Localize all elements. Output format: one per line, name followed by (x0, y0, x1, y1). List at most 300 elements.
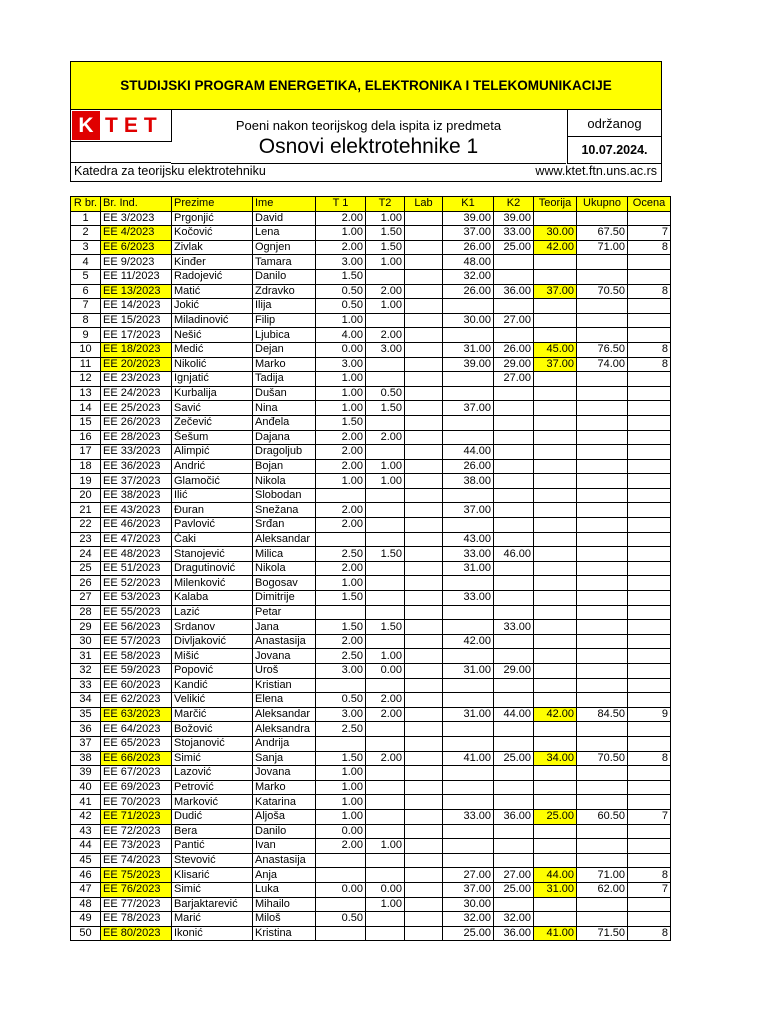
cell-first-name: Mihailo (253, 897, 316, 912)
cell-t1: 3.00 (316, 664, 366, 679)
cell-k1 (443, 649, 494, 664)
cell-last-name: Ilić (172, 488, 253, 503)
cell-last-name: Kurbalija (172, 386, 253, 401)
cell-theory (534, 299, 577, 314)
cell-first-name: Aljoša (253, 809, 316, 824)
cell-row-number: 38 (71, 751, 101, 766)
cell-k2 (494, 488, 534, 503)
cell-grade (628, 561, 671, 576)
cell-first-name: Dimitrije (253, 591, 316, 606)
cell-theory (534, 591, 577, 606)
cell-first-name: Tadija (253, 372, 316, 387)
cell-lab (405, 430, 443, 445)
cell-last-name: Čaki (172, 532, 253, 547)
table-row (71, 357, 671, 372)
cell-last-name: Stojanović (172, 736, 253, 751)
table-row (71, 342, 671, 357)
cell-total (577, 328, 628, 343)
cell-k1: 38.00 (443, 474, 494, 489)
cell-theory: 30.00 (534, 226, 577, 241)
table-row (71, 751, 671, 766)
cell-t1: 1.50 (316, 415, 366, 430)
cell-k2 (494, 576, 534, 591)
cell-t2: 1.00 (366, 897, 405, 912)
cell-total (577, 722, 628, 737)
table-row (71, 561, 671, 576)
cell-theory (534, 313, 577, 328)
cell-lab (405, 678, 443, 693)
cell-first-name: Ivan (253, 839, 316, 854)
cell-t2 (366, 518, 405, 533)
cell-row-number: 27 (71, 591, 101, 606)
cell-total (577, 839, 628, 854)
cell-t1: 0.50 (316, 693, 366, 708)
cell-last-name: Nešić (172, 328, 253, 343)
cell-total (577, 853, 628, 868)
cell-index-number: EE 62/2023 (101, 693, 172, 708)
table-row (71, 926, 671, 941)
table-row (71, 868, 671, 883)
cell-k1: 33.00 (443, 591, 494, 606)
cell-k1: 48.00 (443, 255, 494, 270)
cell-k2 (494, 678, 534, 693)
cell-k1 (443, 430, 494, 445)
cell-row-number: 24 (71, 547, 101, 562)
cell-k1: 31.00 (443, 664, 494, 679)
cell-index-number: EE 58/2023 (101, 649, 172, 664)
column-header-t1: T 1 (316, 197, 366, 212)
cell-index-number: EE 52/2023 (101, 576, 172, 591)
cell-k2 (494, 693, 534, 708)
cell-total (577, 766, 628, 781)
cell-t2: 1.00 (366, 255, 405, 270)
cell-index-number: EE 63/2023 (101, 707, 172, 722)
cell-total (577, 488, 628, 503)
cell-t1: 1.00 (316, 386, 366, 401)
table-row (71, 693, 671, 708)
cell-lab (405, 547, 443, 562)
cell-t2: 1.50 (366, 547, 405, 562)
cell-t2 (366, 912, 405, 927)
cell-last-name: Jokić (172, 299, 253, 314)
cell-lab (405, 211, 443, 226)
table-row (71, 211, 671, 226)
cell-row-number: 11 (71, 357, 101, 372)
cell-theory (534, 839, 577, 854)
cell-index-number: EE 28/2023 (101, 430, 172, 445)
cell-row-number: 45 (71, 853, 101, 868)
cell-t1 (316, 605, 366, 620)
cell-k2 (494, 853, 534, 868)
cell-lab (405, 372, 443, 387)
cell-grade (628, 853, 671, 868)
column-header-last-name: Prezime (172, 197, 253, 212)
cell-index-number: EE 23/2023 (101, 372, 172, 387)
cell-k2 (494, 299, 534, 314)
table-row (71, 591, 671, 606)
cell-theory (534, 488, 577, 503)
cell-row-number: 8 (71, 313, 101, 328)
cell-grade (628, 591, 671, 606)
cell-first-name: Srđan (253, 518, 316, 533)
cell-index-number: EE 47/2023 (101, 532, 172, 547)
cell-t2: 0.50 (366, 386, 405, 401)
cell-k2 (494, 824, 534, 839)
department-website: www.ktet.ftn.uns.ac.rs (535, 164, 657, 178)
cell-total: 71.00 (577, 240, 628, 255)
cell-t1: 2.00 (316, 561, 366, 576)
cell-k1 (443, 780, 494, 795)
table-row (71, 255, 671, 270)
cell-row-number: 16 (71, 430, 101, 445)
cell-k1 (443, 605, 494, 620)
cell-last-name: Nikolić (172, 357, 253, 372)
cell-k1: 27.00 (443, 868, 494, 883)
cell-k1: 31.00 (443, 342, 494, 357)
cell-t2 (366, 269, 405, 284)
cell-total (577, 415, 628, 430)
cell-theory (534, 693, 577, 708)
cell-grade (628, 766, 671, 781)
cell-t2 (366, 445, 405, 460)
column-header-index-number: Br. Ind. (101, 197, 172, 212)
cell-index-number: EE 51/2023 (101, 561, 172, 576)
cell-t2 (366, 313, 405, 328)
cell-index-number: EE 11/2023 (101, 269, 172, 284)
table-row (71, 897, 671, 912)
cell-t2 (366, 824, 405, 839)
cell-theory (534, 561, 577, 576)
cell-lab (405, 795, 443, 810)
cell-t1: 2.50 (316, 722, 366, 737)
cell-row-number: 28 (71, 605, 101, 620)
cell-theory (534, 664, 577, 679)
cell-lab (405, 853, 443, 868)
cell-lab (405, 328, 443, 343)
cell-lab (405, 459, 443, 474)
cell-lab (405, 751, 443, 766)
table-row (71, 445, 671, 460)
cell-theory (534, 634, 577, 649)
cell-k1: 31.00 (443, 561, 494, 576)
cell-row-number: 23 (71, 532, 101, 547)
cell-index-number: EE 13/2023 (101, 284, 172, 299)
cell-theory (534, 853, 577, 868)
column-header-k1: K1 (443, 197, 494, 212)
table-row (71, 620, 671, 635)
cell-k1: 39.00 (443, 357, 494, 372)
table-row (71, 824, 671, 839)
cell-lab (405, 386, 443, 401)
cell-last-name: Kalaba (172, 591, 253, 606)
cell-grade (628, 634, 671, 649)
cell-theory (534, 605, 577, 620)
cell-grade: 7 (628, 809, 671, 824)
cell-grade (628, 488, 671, 503)
cell-t2 (366, 503, 405, 518)
cell-first-name: Anastasija (253, 634, 316, 649)
cell-grade (628, 401, 671, 416)
cell-index-number: EE 66/2023 (101, 751, 172, 766)
cell-total (577, 474, 628, 489)
cell-theory (534, 518, 577, 533)
cell-t2 (366, 372, 405, 387)
table-row (71, 488, 671, 503)
cell-lab (405, 839, 443, 854)
table-row (71, 313, 671, 328)
cell-first-name: Jana (253, 620, 316, 635)
cell-k1 (443, 736, 494, 751)
cell-theory (534, 766, 577, 781)
cell-t1: 1.50 (316, 591, 366, 606)
cell-t1: 2.00 (316, 634, 366, 649)
table-row (71, 766, 671, 781)
cell-row-number: 3 (71, 240, 101, 255)
cell-k1: 25.00 (443, 926, 494, 941)
table-row (71, 912, 671, 927)
cell-row-number: 26 (71, 576, 101, 591)
cell-t1: 1.00 (316, 372, 366, 387)
cell-row-number: 6 (71, 284, 101, 299)
cell-first-name: Petar (253, 605, 316, 620)
cell-theory (534, 459, 577, 474)
cell-t1: 1.00 (316, 795, 366, 810)
cell-last-name: Divljaković (172, 634, 253, 649)
cell-first-name: Snežana (253, 503, 316, 518)
cell-grade (628, 736, 671, 751)
cell-first-name: Zdravko (253, 284, 316, 299)
cell-total (577, 211, 628, 226)
cell-theory: 37.00 (534, 357, 577, 372)
table-row (71, 459, 671, 474)
cell-theory: 34.00 (534, 751, 577, 766)
cell-total: 62.00 (577, 882, 628, 897)
cell-theory (534, 736, 577, 751)
cell-k1 (443, 328, 494, 343)
cell-k2 (494, 795, 534, 810)
cell-k1: 42.00 (443, 634, 494, 649)
cell-row-number: 22 (71, 518, 101, 533)
cell-total (577, 620, 628, 635)
cell-grade: 8 (628, 342, 671, 357)
cell-total (577, 678, 628, 693)
cell-index-number: EE 9/2023 (101, 255, 172, 270)
cell-t1: 2.00 (316, 240, 366, 255)
table-row (71, 736, 671, 751)
table-row (71, 634, 671, 649)
cell-theory (534, 824, 577, 839)
logo-text: TET (105, 113, 163, 137)
cell-index-number: EE 80/2023 (101, 926, 172, 941)
column-header-row-number: R br. (71, 197, 101, 212)
cell-grade (628, 678, 671, 693)
cell-last-name: Lazić (172, 605, 253, 620)
cell-grade (628, 328, 671, 343)
cell-last-name: Savić (172, 401, 253, 416)
cell-grade (628, 445, 671, 460)
cell-last-name: Marić (172, 912, 253, 927)
cell-t1: 2.00 (316, 430, 366, 445)
cell-last-name: Božović (172, 722, 253, 737)
cell-total (577, 649, 628, 664)
cell-first-name: Milica (253, 547, 316, 562)
cell-last-name: Milenković (172, 576, 253, 591)
cell-first-name: Jovana (253, 649, 316, 664)
cell-index-number: EE 36/2023 (101, 459, 172, 474)
cell-lab (405, 926, 443, 941)
cell-row-number: 33 (71, 678, 101, 693)
cell-last-name: Popović (172, 664, 253, 679)
cell-first-name: Luka (253, 882, 316, 897)
cell-grade (628, 255, 671, 270)
cell-total (577, 795, 628, 810)
cell-first-name: Kristina (253, 926, 316, 941)
cell-theory (534, 474, 577, 489)
cell-lab (405, 240, 443, 255)
cell-theory (534, 328, 577, 343)
cell-lab (405, 912, 443, 927)
cell-k1 (443, 518, 494, 533)
cell-lab (405, 620, 443, 635)
cell-lab (405, 634, 443, 649)
cell-total: 74.00 (577, 357, 628, 372)
cell-k2 (494, 445, 534, 460)
column-header-grade: Ocena (628, 197, 671, 212)
cell-k1: 39.00 (443, 211, 494, 226)
cell-row-number: 36 (71, 722, 101, 737)
cell-grade (628, 664, 671, 679)
table-row (71, 430, 671, 445)
table-row (71, 664, 671, 679)
cell-grade (628, 430, 671, 445)
cell-k2 (494, 649, 534, 664)
cell-lab (405, 897, 443, 912)
table-body (71, 211, 671, 941)
cell-total (577, 503, 628, 518)
cell-k1 (443, 576, 494, 591)
cell-theory (534, 620, 577, 635)
cell-lab (405, 313, 443, 328)
cell-t1: 1.00 (316, 780, 366, 795)
cell-total: 84.50 (577, 707, 628, 722)
cell-last-name: Srdanov (172, 620, 253, 635)
cell-index-number: EE 64/2023 (101, 722, 172, 737)
cell-t2: 1.00 (366, 299, 405, 314)
cell-grade (628, 547, 671, 562)
exam-date: 10.07.2024. (567, 136, 662, 164)
cell-t1: 0.00 (316, 824, 366, 839)
cell-k2 (494, 503, 534, 518)
cell-first-name: Tamara (253, 255, 316, 270)
cell-total (577, 401, 628, 416)
cell-k1: 37.00 (443, 401, 494, 416)
cell-grade (628, 415, 671, 430)
cell-index-number: EE 6/2023 (101, 240, 172, 255)
cell-last-name: Pavlović (172, 518, 253, 533)
cell-t1 (316, 868, 366, 883)
cell-total: 71.00 (577, 868, 628, 883)
cell-t2 (366, 605, 405, 620)
cell-theory (534, 576, 577, 591)
cell-first-name: Uroš (253, 664, 316, 679)
cell-index-number: EE 67/2023 (101, 766, 172, 781)
cell-k1: 37.00 (443, 882, 494, 897)
cell-k2: 29.00 (494, 664, 534, 679)
cell-lab (405, 561, 443, 576)
cell-t1: 0.50 (316, 912, 366, 927)
cell-lab (405, 780, 443, 795)
cell-total (577, 255, 628, 270)
cell-index-number: EE 15/2023 (101, 313, 172, 328)
cell-theory (534, 372, 577, 387)
cell-index-number: EE 78/2023 (101, 912, 172, 927)
cell-first-name: Nina (253, 401, 316, 416)
cell-k2 (494, 430, 534, 445)
cell-total (577, 518, 628, 533)
cell-theory (534, 649, 577, 664)
table-row (71, 780, 671, 795)
cell-t2: 2.00 (366, 751, 405, 766)
cell-first-name: Danilo (253, 824, 316, 839)
cell-t1 (316, 678, 366, 693)
table-row (71, 240, 671, 255)
column-header-t2: T2 (366, 197, 405, 212)
table-row (71, 605, 671, 620)
results-table (70, 196, 671, 941)
cell-lab (405, 736, 443, 751)
cell-first-name: Anastasija (253, 853, 316, 868)
cell-row-number: 21 (71, 503, 101, 518)
cell-last-name: Barjaktarević (172, 897, 253, 912)
cell-t1: 1.00 (316, 226, 366, 241)
cell-t1: 0.50 (316, 299, 366, 314)
cell-row-number: 2 (71, 226, 101, 241)
table-row (71, 415, 671, 430)
cell-last-name: Zivlak (172, 240, 253, 255)
cell-grade (628, 269, 671, 284)
cell-t1: 0.00 (316, 342, 366, 357)
cell-t2 (366, 766, 405, 781)
cell-last-name: Petrović (172, 780, 253, 795)
department-row (70, 163, 662, 182)
cell-theory: 25.00 (534, 809, 577, 824)
cell-index-number: EE 65/2023 (101, 736, 172, 751)
cell-grade (628, 474, 671, 489)
cell-k2: 33.00 (494, 620, 534, 635)
cell-k1 (443, 766, 494, 781)
cell-row-number: 39 (71, 766, 101, 781)
cell-row-number: 47 (71, 882, 101, 897)
cell-t1: 1.50 (316, 269, 366, 284)
cell-last-name: Radojević (172, 269, 253, 284)
cell-last-name: Dudić (172, 809, 253, 824)
cell-row-number: 41 (71, 795, 101, 810)
cell-lab (405, 342, 443, 357)
cell-total (577, 269, 628, 284)
cell-grade (628, 722, 671, 737)
cell-k2: 27.00 (494, 868, 534, 883)
cell-row-number: 30 (71, 634, 101, 649)
table-row (71, 532, 671, 547)
cell-t2 (366, 780, 405, 795)
cell-first-name: Jovana (253, 766, 316, 781)
cell-first-name: Anja (253, 868, 316, 883)
cell-first-name: Kristian (253, 678, 316, 693)
cell-t1: 3.00 (316, 255, 366, 270)
cell-theory: 42.00 (534, 240, 577, 255)
cell-t1 (316, 897, 366, 912)
cell-index-number: EE 24/2023 (101, 386, 172, 401)
